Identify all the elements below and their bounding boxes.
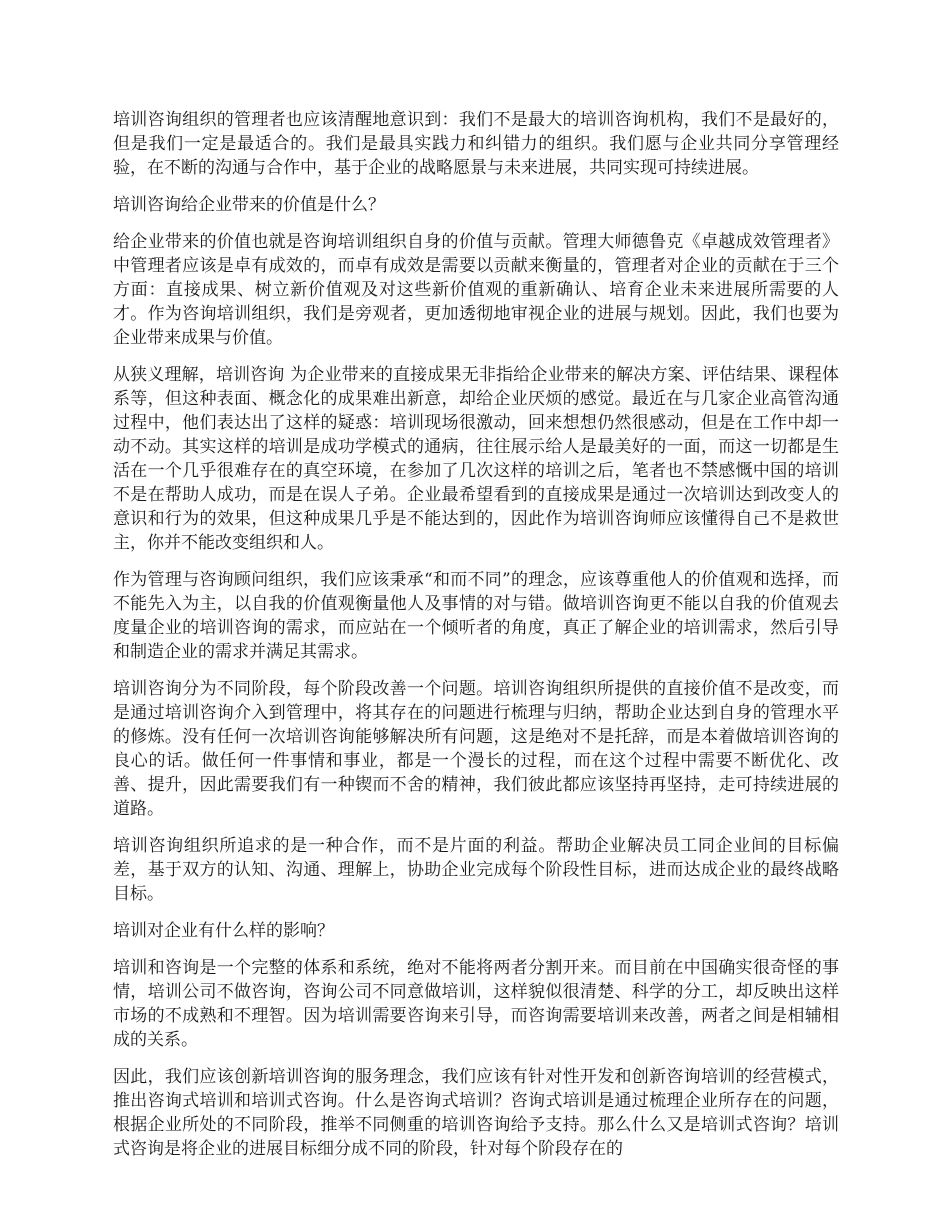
paragraph-narrow-understanding: 从狭义理解，培训咨询 为企业带来的直接成果无非指给企业带来的解决方案、评估结果、课程体系等，但这种表面、概念化的成果难出新意，却给企业厌烦的感觉。最近在与几家企业高管沟通过程中，他们表达出了这样的疑惑：培训现场很激动，回来想想仍然很感动，但是在工作中却一动不动。其实这样的培训是成功学模式的通病，往往展示给人是最美好的一面，而这一切都是生活在一个几乎很难存在的真空环境，在参加了几次这样的培训之后，笔者也不禁感慨中国的培训不是在帮助人成功，而是在误人子弟。企业最希望看到的直接成果是通过一次培训达到改变人的意识和行为的效果，但这种成果几乎是不能达到的，因此作为培训咨询师应该懂得自己不是救世主，你并不能改变组织和人。 [113, 365, 839, 553]
paragraph-value-contribution: 给企业带来的价值也就是咨询培训组织自身的价值与贡献。管理大师德鲁克《卓越成效管理者》中管理者应该是卓有成效的，而卓有成效是需要以贡献来衡量的，管理者对企业的贡献在于三个方面：直接成果、树立新价值观及对这些新价值观的重新确认、培育企业未来进展所需要的人才。作为咨询培训组织，我们是旁观者，更加透彻地审视企业的进展与规划。因此，我们也要为企业带来成果与价值。 [113, 232, 839, 348]
paragraph-training-consulting-system: 培训和咨询是一个完整的体系和系统，绝对不能将两者分割开来。而目前在中国确实很奇怪的事情，培训公司不做咨询，咨询公司不同意做培训，这样貌似很清楚、科学的分工，却反映出这样市场的不成熟和不理智。因为培训需要咨询来引导，而咨询需要培训来改善，两者之间是相辅相成的关系。 [113, 958, 839, 1050]
paragraph-innovation: 因此，我们应该创新培训咨询的服务理念，我们应该有针对性开发和创新咨询培训的经营模式，推出咨询式培训和培训式咨询。什么是咨询式培训？咨询式培训是通过梳理企业所存在的问题，根据企业所处的不同阶段，推举不同侧重的培训咨询给予支持。那么什么又是培训式咨询？培训式咨询是将企业的进展目标细分成不同的阶段，针对每个阶段存在的 [113, 1067, 839, 1159]
paragraph-stages: 培训咨询分为不同阶段，每个阶段改善一个问题。培训咨询组织所提供的直接价值不是改变，而是通过培训咨询介入到管理中，将其存在的问题进行梳理与归纳，帮助企业达到自身的管理水平的修炼。没有任何一次培训咨询能够解决所有问题，这是绝对不是托辞，而是本着做培训咨询的良心的话。做任何一件事情和事业，都是一个漫长的过程，而在这个过程中需要不断优化、改善、提升，因此需要我们有一种锲而不舍的精神，我们彼此都应该坚持再坚持，走可持续进展的道路。 [113, 679, 839, 819]
document-body [113, 108, 839, 1174]
section-heading-value: 培训咨询给企业带来的价值是什么？ [113, 195, 385, 215]
paragraph-cooperation: 培训咨询组织所追求的是一种合作，而不是片面的利益。帮助企业解决员工同企业间的目标偏差，基于双方的认知、沟通、理解上，协助企业完成每个阶段性目标，进而达成企业的最终战略目标。 [113, 836, 839, 904]
paragraph-harmony-principle: 作为管理与咨询顾问组织，我们应该秉承“和而不同”的理念，应该尊重他人的价值观和选择，而不能先入为主，以自我的价值观衡量他人及事情的对与错。做培训咨询更不能以自我的价值观去度量企业的培训咨询的需求，而应站在一个倾听者的角度，真正了解企业的培训需求，然后引导和制造企业的需求并满足其需求。 [113, 570, 839, 662]
paragraph-intro: 培训咨询组织的管理者也应该清醒地意识到：我们不是最大的培训咨询机构，我们不是最好的，但是我们一定是最适合的。我们是最具实践力和纠错力的组织。我们愿与企业共同分享管理经验，在不断的沟通与合作中，基于企业的战略愿景与未来进展，共同实现可持续进展。 [113, 110, 839, 178]
section-heading-impact: 培训对企业有什么样的影响？ [113, 921, 334, 941]
